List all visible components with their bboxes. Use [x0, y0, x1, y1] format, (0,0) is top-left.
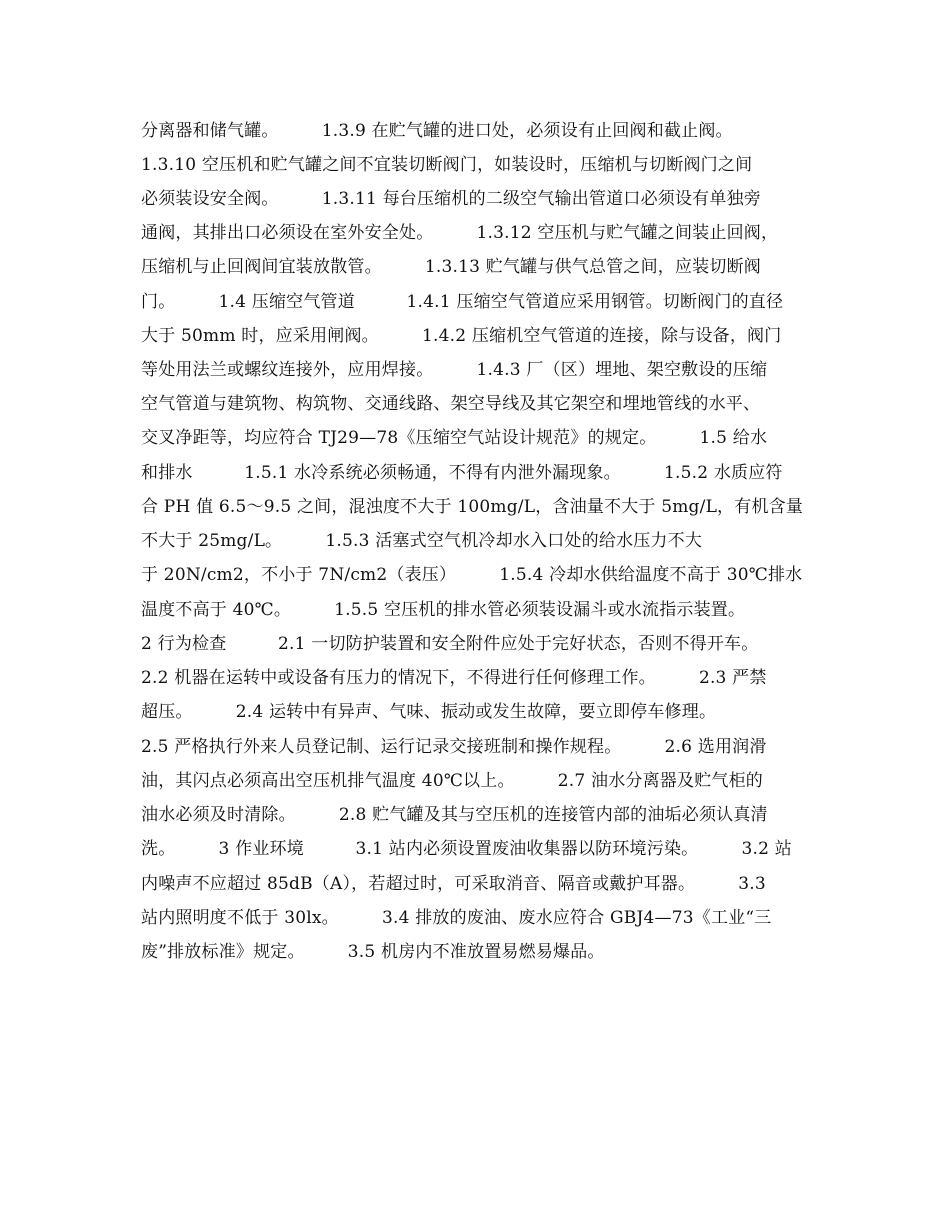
- text-line: 交叉净距等，均应符合 TJ29—78《压缩空气站设计规范》的规定。 1.5 给水: [141, 428, 768, 448]
- text-line: 内噪声不应超过 85dB（A），若超过时，可采取消音、隔音或戴护耳器。 3.3: [141, 874, 766, 894]
- text-line: 合 PH 值 6.5～9.5 之间，混浊度不大于 100mg/L，含油量不大于 5mg/L，有机含量: [141, 497, 804, 517]
- text-line: 2 行为检查 2.1 一切防护装置和安全附件应处于完好状态，否则不得开车。: [141, 634, 759, 654]
- text-line: 分离器和储气罐。 1.3.9 在贮气罐的进口处，必须设有止回阀和截止阀。: [141, 121, 733, 141]
- text-line: 等处用法兰或螺纹连接外，应用焊接。 1.4.3 厂（区）埋地、架空敷设的压缩: [141, 360, 768, 380]
- text-line: 必须装设安全阀。 1.3.11 每台压缩机的二级空气输出管道口必须设有单独旁: [141, 189, 761, 209]
- text-line: 站内照明度不低于 30lx。 3.4 排放的废油、废水应符合 GBJ4—73《工业“三: [141, 908, 772, 928]
- text-line: 不大于 25mg/L。 1.5.3 活塞式空气机冷却水入口处的给水压力不大: [141, 531, 703, 551]
- text-line: 大于 50mm 时，应采用闸阀。 1.4.2 压缩机空气管道的连接，除与设备，阀门: [141, 326, 782, 346]
- text-line: 于 20N/cm2，不小于 7N/cm2（表压） 1.5.4 冷却水供给温度不高于 30℃排水: [141, 565, 803, 585]
- text-line: 门。 1.4 压缩空气管道 1.4.1 压缩空气管道应采用钢管。切断阀门的直径: [141, 292, 784, 312]
- text-line: 2.2 机器在运转中或设备有压力的情况下，不得进行任何修理工作。 2.3 严禁: [141, 668, 767, 688]
- text-line: 油，其闪点必须高出空压机排气温度 40℃以上。 2.7 油水分离器及贮气柜的: [141, 771, 763, 791]
- text-line: 温度不高于 40℃。 1.5.5 空压机的排水管必须装设漏斗或水流指示装置。: [141, 600, 746, 620]
- text-line: 油水必须及时清除。 2.8 贮气罐及其与空压机的连接管内部的油垢必须认真清: [141, 805, 768, 825]
- text-line: 1.3.10 空压机和贮气罐之间不宜装切断阀门，如装设时，压缩机与切断阀门之间: [141, 155, 753, 175]
- text-line: 洗。 3 作业环境 3.1 站内必须设置废油收集器以防环境污染。 3.2 站: [141, 839, 792, 859]
- text-line: 废”排放标准》规定。 3.5 机房内不准放置易燃易爆品。: [141, 942, 605, 962]
- text-line: 空气管道与建筑物、构筑物、交通线路、架空导线及其它架空和埋地管线的水平、: [141, 394, 761, 414]
- text-line: 2.5 严格执行外来人员登记制、运行记录交接班制和操作规程。 2.6 选用润滑: [141, 737, 767, 757]
- text-line: 超压。 2.4 运转中有异声、气味、振动或发生故障，要立即停车修理。: [141, 702, 717, 722]
- text-line: 通阀，其排出口必须设在室外安全处。 1.3.12 空压机与贮气罐之间装止回阀，: [141, 223, 779, 243]
- text-line: 和排水 1.5.1 水冷系统必须畅通，不得有内泄外漏现象。 1.5.2 水质应符: [141, 463, 783, 483]
- text-line: 压缩机与止回阀间宜装放散管。 1.3.13 贮气罐与供气总管之间，应装切断阀: [141, 257, 761, 277]
